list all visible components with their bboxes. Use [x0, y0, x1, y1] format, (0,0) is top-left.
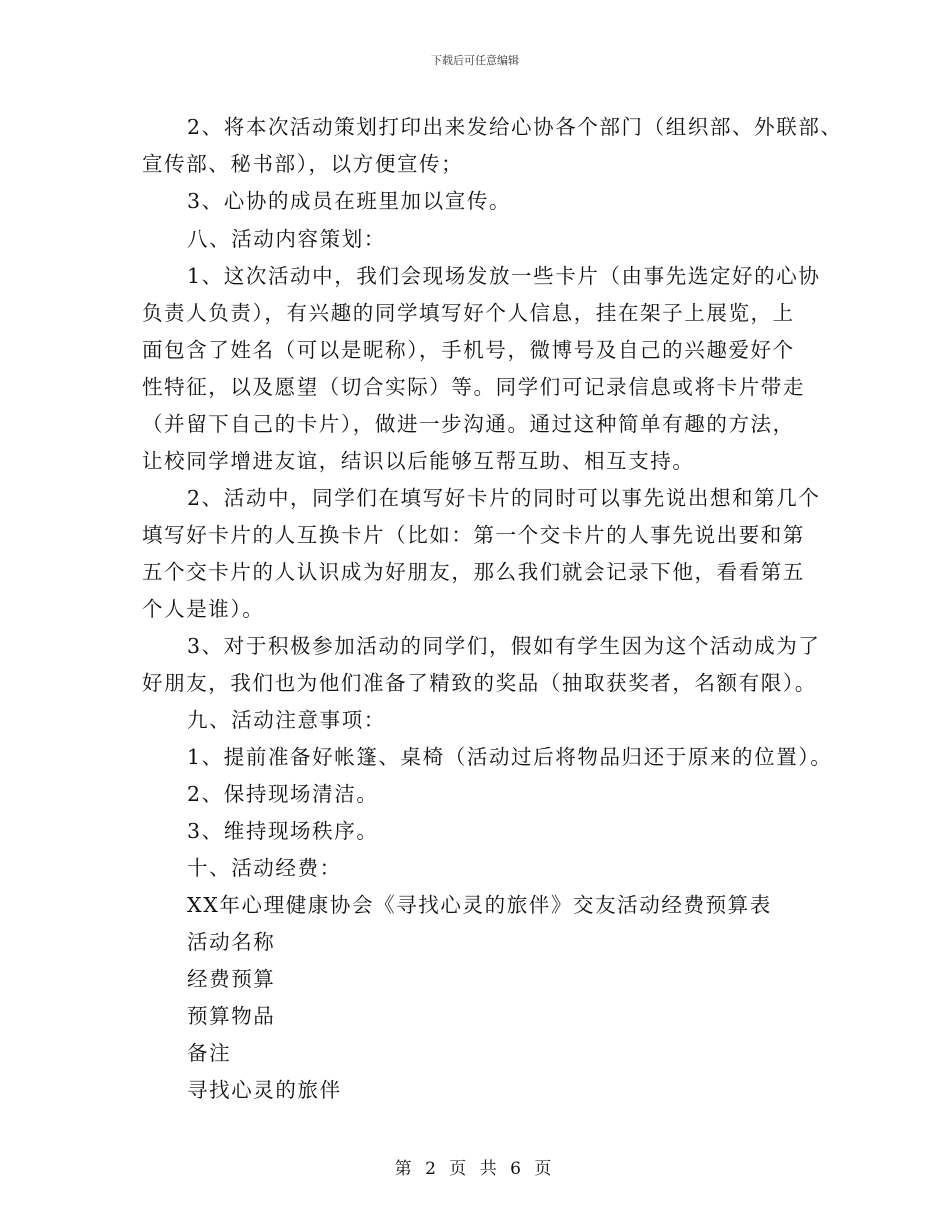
paragraph-line: 1、这次活动中，我们会现场发放一些卡片（由事先选定好的心协	[187, 264, 821, 288]
section-heading: 八、活动内容策划：	[187, 227, 386, 251]
table-cell: 寻找心灵的旅伴	[187, 1078, 342, 1102]
paragraph-line: 让校同学增进友谊，结识以后能够互帮互助、相互支持。	[142, 449, 695, 473]
paragraph-line: 个人是谁）。	[142, 597, 265, 621]
table-title: XX年心理健康协会《寻找心灵的旅伴》交友活动经费预算表	[187, 893, 772, 917]
section-heading: 九、活动注意事项：	[187, 708, 386, 732]
paragraph-line: 3、对于积极参加活动的同学们，假如有学生因为这个活动成为了	[187, 634, 821, 658]
paragraph-line: 3、维持现场秩序。	[187, 819, 379, 843]
section-heading: 十、活动经费：	[187, 856, 342, 880]
paragraph-line: 五个交卡片的人认识成为好朋友，那么我们就会记录下他，看看第五	[142, 560, 805, 584]
paragraph-line: 性特征，以及愿望（切合实际）等。同学们可记录信息或将卡片带走	[142, 375, 805, 399]
table-cell: 备注	[187, 1041, 232, 1065]
paragraph-line: 填写好卡片的人互换卡片（比如：第一个交卡片的人事先说出要和第	[142, 523, 805, 547]
paragraph-line: 好朋友，我们也为他们准备了精致的奖品（抽取获奖者，名额有限）。	[142, 671, 817, 695]
paragraph-line: （并留下自己的卡片），做进一步沟通。通过这种简单有趣的方法，	[142, 412, 795, 436]
paragraph-line: 3、心协的成员在班里加以宣传。	[187, 189, 512, 213]
paragraph-line: 1、提前准备好帐篷、桌椅（活动过后将物品归还于原来的位置）。	[187, 745, 833, 769]
paragraph-line: 面包含了姓名（可以是昵称），手机号，微博号及自己的兴趣爱好个	[142, 338, 795, 362]
table-cell: 活动名称	[187, 930, 276, 954]
paragraph-line: 宣传部、秘书部），以方便宣传；	[142, 152, 464, 176]
page-header: 下载后可任意编辑	[431, 54, 519, 67]
paragraph-line: 负责人负责），有兴趣的同学填写好个人信息，挂在架子上展览，上	[142, 301, 795, 325]
paragraph-line: 2、将本次活动策划打印出来发给心协各个部门（组织部、外联部、	[187, 115, 843, 139]
table-cell: 经费预算	[187, 967, 276, 991]
table-cell: 预算物品	[187, 1004, 276, 1028]
paragraph-line: 2、活动中，同学们在填写好卡片的同时可以事先说出想和第几个	[187, 486, 821, 510]
paragraph-line: 2、保持现场清洁。	[187, 782, 379, 806]
page-number-footer: 第 2 页 共 6 页	[394, 1159, 556, 1179]
